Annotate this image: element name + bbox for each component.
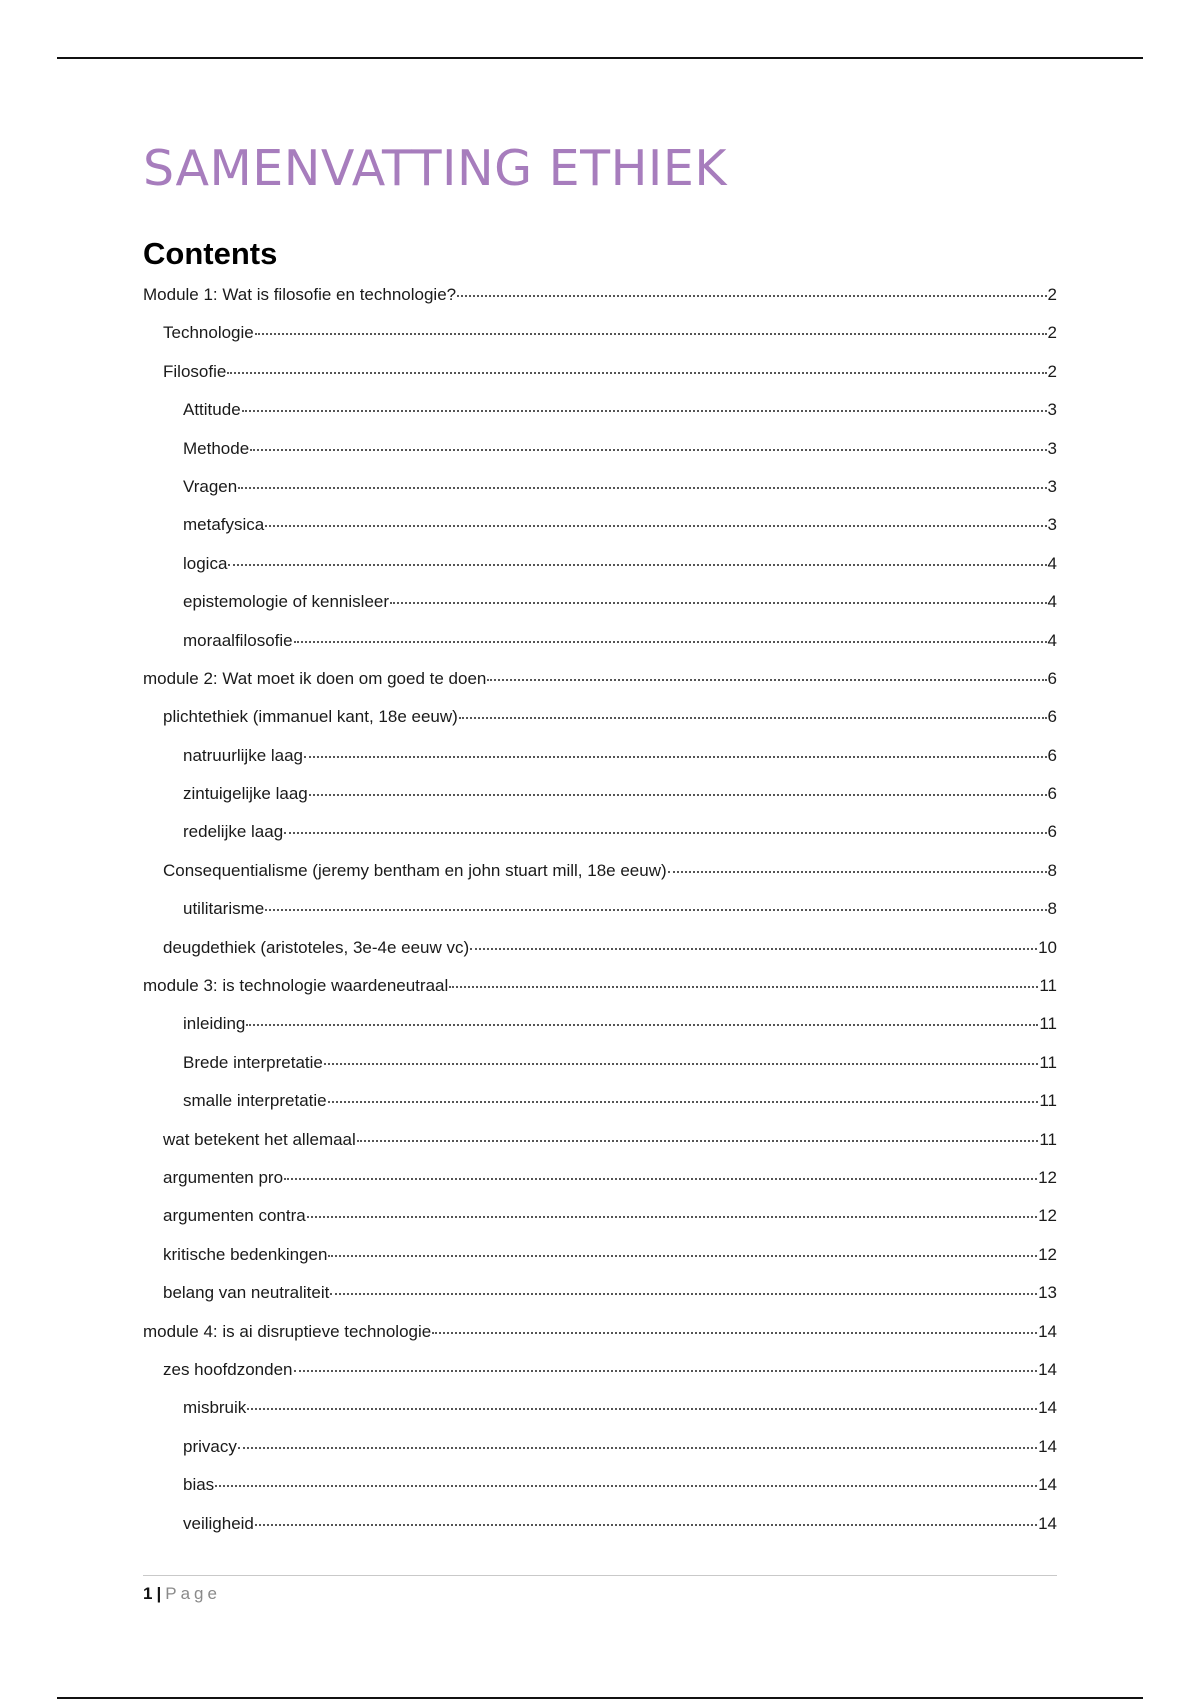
- toc-dot-leader: [459, 717, 1047, 719]
- footer-page-word: Page: [165, 1584, 221, 1603]
- toc-entry-text: module 4: is ai disruptieve technologie: [143, 1321, 432, 1341]
- toc-dot-leader: [265, 525, 1046, 527]
- toc-dot-leader: [307, 1216, 1037, 1218]
- toc-entry[interactable]: [143, 1437, 1057, 1475]
- toc-entry-page-number: 3: [1047, 438, 1057, 458]
- toc-entry-page-number: 4: [1047, 630, 1057, 650]
- toc-entry-text: privacy: [183, 1436, 237, 1456]
- toc-entry-page-number: 6: [1047, 784, 1057, 804]
- toc-dot-leader: [470, 948, 1037, 950]
- toc-dot-leader: [330, 1293, 1037, 1295]
- toc-entry-text: Attitude: [183, 400, 241, 420]
- toc-entry-page-number: 14: [1038, 1398, 1057, 1418]
- toc-entry-page-number: 14: [1038, 1475, 1057, 1495]
- toc-dot-leader: [215, 1485, 1037, 1487]
- toc-entry[interactable]: [143, 1014, 1057, 1052]
- toc-entry[interactable]: [143, 1053, 1057, 1091]
- toc-entry-page-number: 13: [1038, 1283, 1057, 1303]
- toc-entry[interactable]: [143, 631, 1057, 669]
- toc-entry-page-number: 11: [1039, 1052, 1057, 1072]
- toc-entry[interactable]: [143, 861, 1057, 899]
- toc-dot-leader: [449, 986, 1038, 988]
- toc-entry-text: smalle interpretatie: [183, 1091, 327, 1111]
- toc-dot-leader: [309, 794, 1047, 796]
- toc-entry[interactable]: [143, 1130, 1057, 1168]
- toc-dot-leader: [228, 564, 1046, 566]
- toc-entry-page-number: 2: [1047, 285, 1057, 304]
- toc-entry-text: bias: [183, 1475, 215, 1495]
- toc-entry-text: zintuigelijke laag: [183, 784, 308, 804]
- table-of-contents: [143, 285, 1057, 1552]
- toc-dot-leader: [294, 641, 1047, 643]
- toc-dot-leader: [247, 1408, 1037, 1410]
- toc-entry[interactable]: [143, 285, 1057, 323]
- toc-entry[interactable]: [143, 362, 1057, 400]
- toc-entry-text: natruurlijke laag: [183, 745, 304, 765]
- footer-page-label: [143, 1584, 221, 1604]
- toc-entry[interactable]: [143, 1398, 1057, 1436]
- toc-dot-leader: [250, 449, 1046, 451]
- toc-entry[interactable]: [143, 746, 1057, 784]
- toc-entry-page-number: 6: [1047, 745, 1057, 765]
- toc-dot-leader: [227, 372, 1046, 374]
- toc-entry-text: Filosofie: [163, 361, 227, 381]
- toc-entry[interactable]: [143, 400, 1057, 438]
- toc-entry-text: moraalfilosofie: [183, 630, 293, 650]
- toc-entry-page-number: 2: [1047, 361, 1057, 381]
- toc-entry-text: kritische bedenkingen: [163, 1244, 328, 1264]
- toc-entry-page-number: 14: [1038, 1513, 1057, 1533]
- toc-entry-page-number: 11: [1039, 976, 1057, 996]
- toc-entry-page-number: 4: [1047, 592, 1057, 612]
- toc-dot-leader: [304, 756, 1047, 758]
- toc-dot-leader: [432, 1332, 1037, 1334]
- toc-entry-page-number: 11: [1039, 1014, 1057, 1034]
- toc-entry[interactable]: [143, 1514, 1057, 1552]
- toc-entry-text: Module 1: Wat is filosofie en technologie?: [143, 285, 457, 304]
- toc-entry[interactable]: [143, 1168, 1057, 1206]
- toc-entry-page-number: 6: [1047, 822, 1057, 842]
- toc-entry-text: Technologie: [163, 323, 254, 343]
- toc-dot-leader: [357, 1140, 1039, 1142]
- page-footer: [143, 1575, 1057, 1603]
- toc-entry-page-number: 8: [1047, 899, 1057, 919]
- toc-entry-page-number: 12: [1038, 1206, 1057, 1226]
- toc-entry[interactable]: [143, 1360, 1057, 1398]
- toc-entry[interactable]: [143, 784, 1057, 822]
- toc-entry[interactable]: [143, 669, 1057, 707]
- toc-dot-leader: [668, 871, 1047, 873]
- toc-dot-leader: [390, 602, 1047, 604]
- toc-entry-page-number: 12: [1038, 1167, 1057, 1187]
- toc-entry-text: Brede interpretatie: [183, 1052, 323, 1072]
- toc-entry-text: inleiding: [183, 1014, 246, 1034]
- toc-entry-page-number: 3: [1047, 515, 1057, 535]
- toc-entry-text: belang van neutraliteit: [163, 1283, 330, 1303]
- toc-entry-page-number: 2: [1047, 323, 1057, 343]
- toc-entry-page-number: 11: [1039, 1129, 1057, 1149]
- toc-entry-text: misbruik: [183, 1398, 247, 1418]
- toc-entry-text: argumenten pro: [163, 1167, 284, 1187]
- toc-entry-text: wat betekent het allemaal: [163, 1129, 356, 1149]
- toc-entry-text: epistemologie of kennisleer: [183, 592, 390, 612]
- toc-dot-leader: [238, 1447, 1037, 1449]
- toc-dot-leader: [238, 487, 1046, 489]
- toc-entry[interactable]: [143, 554, 1057, 592]
- toc-entry[interactable]: [143, 323, 1057, 361]
- toc-entry[interactable]: [143, 1245, 1057, 1283]
- toc-entry[interactable]: [143, 938, 1057, 976]
- toc-dot-leader: [328, 1255, 1037, 1257]
- toc-entry-text: module 2: Wat moet ik doen om goed te doen: [143, 668, 487, 688]
- toc-entry[interactable]: [143, 1091, 1057, 1129]
- toc-entry-text: Methode: [183, 438, 250, 458]
- toc-entry-page-number: 8: [1047, 860, 1057, 880]
- toc-entry-text: module 3: is technologie waardeneutraal: [143, 976, 449, 996]
- toc-entry[interactable]: [143, 1283, 1057, 1321]
- toc-entry-page-number: 3: [1047, 400, 1057, 420]
- footer-page-number: 1: [143, 1584, 153, 1603]
- bottom-border-line: [57, 1697, 1143, 1699]
- toc-entry-text: Consequentialisme (jeremy bentham en john stuart mill, 18e eeuw): [163, 860, 667, 880]
- toc-entry[interactable]: [143, 1322, 1057, 1360]
- toc-dot-leader: [246, 1024, 1038, 1026]
- document-title: SAMENVATTING ETHIEK: [143, 140, 727, 197]
- toc-entry[interactable]: [143, 899, 1057, 937]
- toc-entry-page-number: 14: [1038, 1321, 1057, 1341]
- toc-dot-leader: [284, 832, 1046, 834]
- toc-dot-leader: [255, 333, 1047, 335]
- toc-entry-page-number: 10: [1038, 937, 1057, 957]
- toc-entry-text: metafysica: [183, 515, 265, 535]
- toc-entry-page-number: 6: [1047, 707, 1057, 727]
- toc-dot-leader: [294, 1370, 1038, 1372]
- toc-entry-page-number: 12: [1038, 1244, 1057, 1264]
- toc-entry-page-number: 4: [1047, 553, 1057, 573]
- toc-entry[interactable]: [143, 439, 1057, 477]
- toc-entry[interactable]: [143, 822, 1057, 860]
- toc-entry-text: veiligheid: [183, 1513, 254, 1533]
- toc-entry[interactable]: [143, 1475, 1057, 1513]
- toc-heading: Contents: [143, 236, 278, 271]
- toc-entry-text: argumenten contra: [163, 1206, 306, 1226]
- toc-entry-text: zes hoofdzonden: [163, 1359, 293, 1379]
- toc-entry[interactable]: [143, 1206, 1057, 1244]
- toc-entry-page-number: 6: [1047, 668, 1057, 688]
- toc-entry-text: utilitarisme: [183, 899, 265, 919]
- toc-entry-text: plichtethiek (immanuel kant, 18e eeuw): [163, 707, 458, 727]
- toc-entry-page-number: 3: [1047, 476, 1057, 496]
- toc-dot-leader: [242, 410, 1047, 412]
- toc-entry[interactable]: [143, 592, 1057, 630]
- toc-entry-text: redelijke laag: [183, 822, 284, 842]
- toc-dot-leader: [487, 679, 1046, 681]
- toc-entry-text: Vragen: [183, 476, 238, 496]
- toc-entry-text: logica: [183, 553, 228, 573]
- toc-dot-leader: [324, 1063, 1038, 1065]
- toc-dot-leader: [457, 295, 1046, 297]
- toc-entry-page-number: 14: [1038, 1359, 1057, 1379]
- toc-entry-page-number: 14: [1038, 1436, 1057, 1456]
- toc-dot-leader: [255, 1524, 1037, 1526]
- top-border-line: [57, 57, 1143, 59]
- toc-entry[interactable]: [143, 477, 1057, 515]
- toc-entry-page-number: 11: [1039, 1091, 1057, 1111]
- toc-dot-leader: [265, 909, 1046, 911]
- toc-entry[interactable]: [143, 515, 1057, 553]
- toc-dot-leader: [284, 1178, 1037, 1180]
- toc-entry[interactable]: [143, 976, 1057, 1014]
- toc-dot-leader: [328, 1101, 1039, 1103]
- toc-entry-text: deugdethiek (aristoteles, 3e-4e eeuw vc): [163, 937, 470, 957]
- footer-separator: |: [156, 1584, 162, 1603]
- toc-entry[interactable]: [143, 707, 1057, 745]
